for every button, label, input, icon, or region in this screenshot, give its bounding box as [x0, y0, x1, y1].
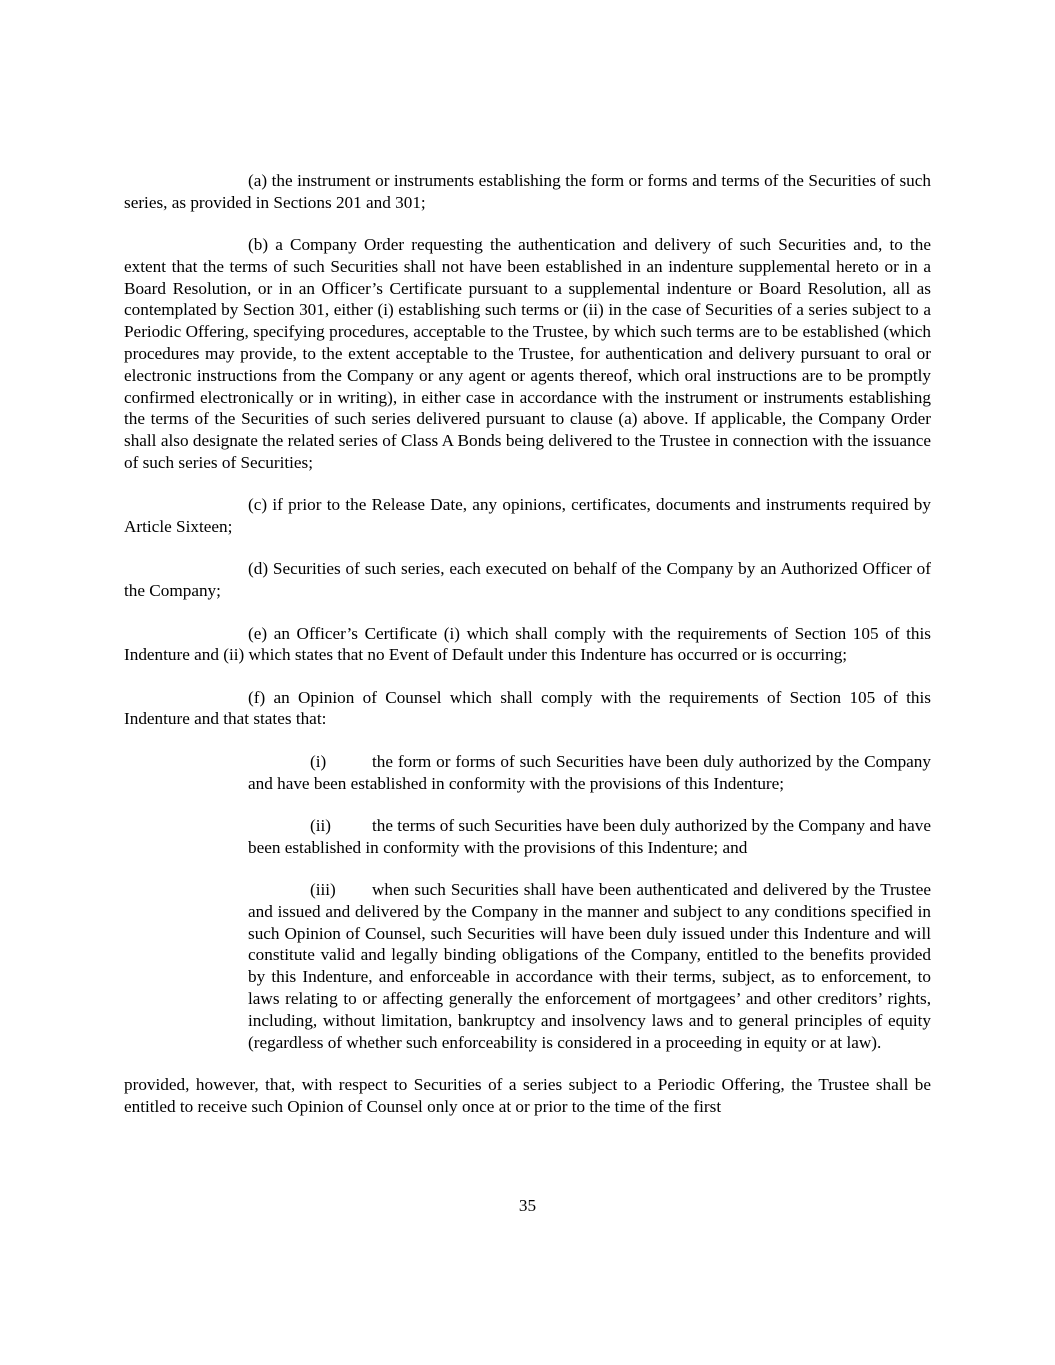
- subclause-i: [248, 751, 931, 795]
- paragraph-b: (b) a Company Order requesting the authentication and delivery of such Securities and, to the extent that the terms of such Securities shall not have been established in an indenture supplemental hereto or in a Board Resolution, or in an Officer’s Certificate pursuant to a supplemental indenture or Board Resolution, all as contemplated by Section 301, either (i) establishing such terms or (ii) in the case of Securities of a series subject to a Periodic Offering, specifying procedures, acceptable to the Trustee, by which such terms are to be established (which procedures may provide, to the extent acceptable to the Trustee, for authentication and delivery pursuant to oral or electronic instructions from the Company or any agent or agents thereof, which oral instructions are to be promptly confirmed electronically or in writing), in either case in accordance with the instrument or instruments establishing the terms of the Securities of such series delivered pursuant to clause (a) above. If applicable, the Company Order shall also designate the related series of Class A Bonds being delivered to the Trustee in connection with the issuance of such series of Securities;: [124, 235, 931, 473]
- subclause-number: (iii): [310, 879, 336, 899]
- subclause-iii: [248, 879, 931, 1053]
- subclause-number: (i): [310, 751, 327, 771]
- subclause-ii: [248, 815, 931, 859]
- subclause-text: when such Securities shall have been authenticated and delivered by the Trustee and issued and delivered by the Company in the manner and subject to any conditions specified in such Opinion of Counsel, such Securities will have been duly issued under this Indenture and will constitute valid and legally binding obligations of the Company, entitled to the benefits provided by this Indenture, and enforceable in accordance with their terms, subject, as to enforcement, to laws relating to or affecting generally the enforcement of mortgagees’ and other creditors’ rights, including, without limitation, bankruptcy and insolvency laws and to general principles of equity (regardless of whether such enforceability is considered in a proceeding in equity or at law).: [248, 879, 931, 1052]
- document-body: [124, 170, 931, 1117]
- paragraph-f: (f) an Opinion of Counsel which shall comply with the requirements of Section 105 of this Indenture and that states that:: [124, 687, 931, 729]
- proviso-paragraph: provided, however, that, with respect to Securities of a series subject to a Periodic Offering, the Trustee shall be entitled to receive such Opinion of Counsel only once at or prior to the time of the first: [124, 1074, 931, 1116]
- paragraph-e: (e) an Officer’s Certificate (i) which shall comply with the requirements of Section 105 of this Indenture and (ii) which states that no Event of Default under this Indenture has occurred or is occurring;: [124, 623, 931, 665]
- page-number: 35: [518, 1196, 537, 1215]
- paragraph-a: (a) the instrument or instruments establishing the form or forms and terms of the Securities of such series, as provided in Sections 201 and 301;: [124, 171, 931, 212]
- paragraph-c: (c) if prior to the Release Date, any opinions, certificates, documents and instruments required by Article Sixteen;: [124, 495, 931, 537]
- paragraph-d: (d) Securities of such series, each executed on behalf of the Company by an Authorized Officer of the Company;: [124, 559, 931, 601]
- subclause-number: (ii): [310, 815, 331, 835]
- subclause-text: the form or forms of such Securities have been duly authorized by the Company and have been established in conformity with the provisions of this Indenture;: [248, 751, 931, 793]
- subclause-text: the terms of such Securities have been duly authorized by the Company and have been established in conformity with the provisions of this Indenture; and: [248, 815, 931, 857]
